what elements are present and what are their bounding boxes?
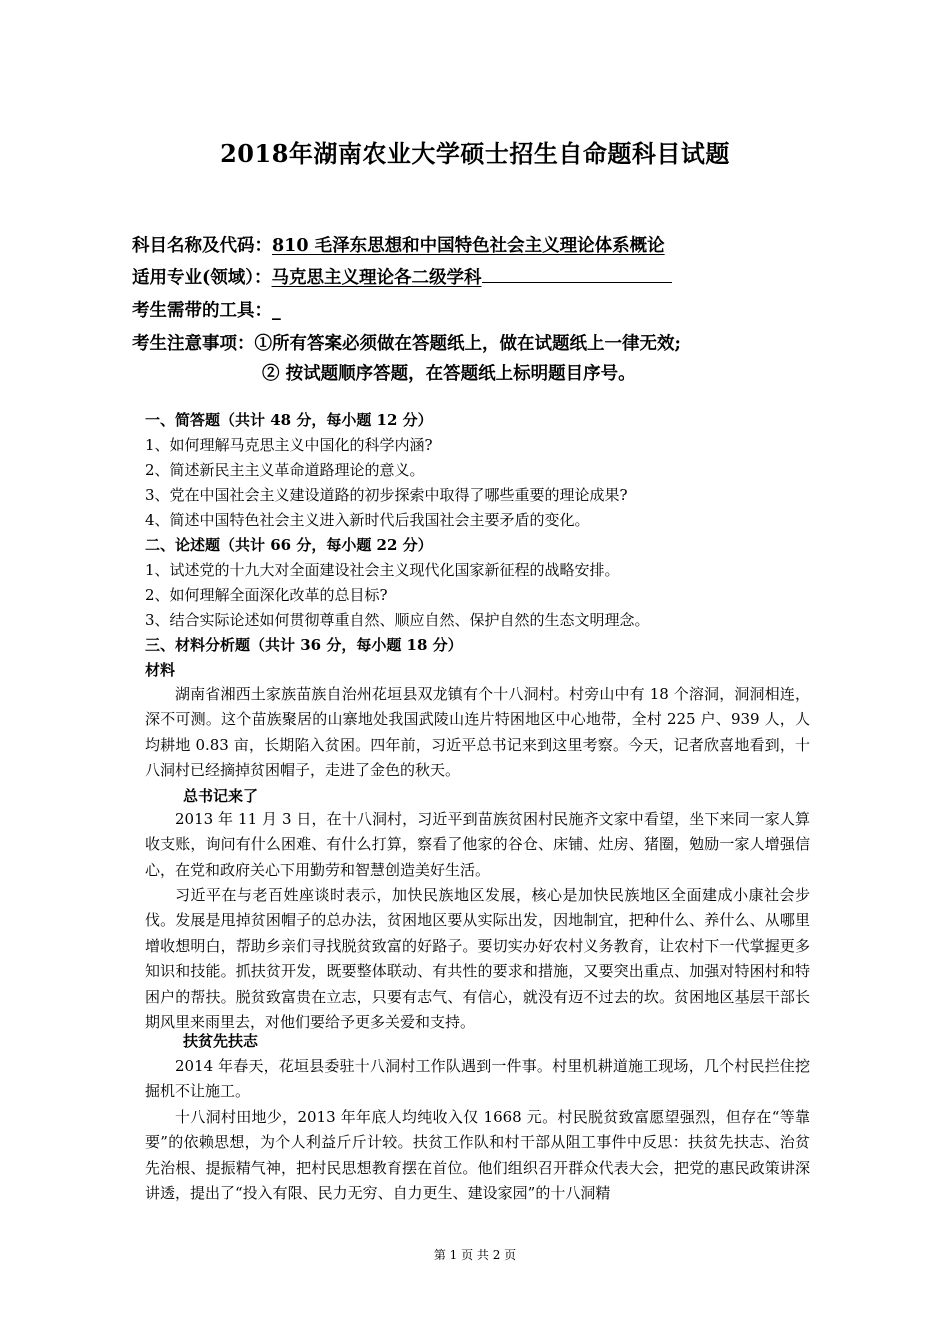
- material-paragraph-5: 十八洞村田地少，2013 年年底人均纯收入仅 1668 元。村民脱贫致富愿望强烈，但存在“等靠要”的依赖思想，为个人利益斤斤计较。扶贫工作队和村干部从阻工事件中反思：扶贫先扶志、治贫先治根、提振精气神，把村民思想教育摆在首位。他们组织召开群众代表大会，把党的惠民政策讲深讲透，提出了“投入有限、民力无穷、自力更生、建设家园”的十八洞精: [145, 1108, 810, 1203]
- notes-line: [132, 330, 681, 355]
- notes-label: 考生注意事项：: [132, 334, 255, 354]
- subject-value: 810 毛泽东思想和中国特色社会主义理论体系概论: [272, 236, 665, 256]
- subheading-poverty: 扶贫先扶志: [183, 1032, 259, 1050]
- tools-label: 考生需带的工具：: [132, 301, 272, 321]
- section1-item: 3、党在中国社会主义建设道路的初步探索中取得了哪些重要的理论成果?: [145, 486, 628, 504]
- section1-heading: 一、简答题（共计 48 分，每小题 12 分）: [145, 411, 433, 429]
- subject-line: [132, 232, 665, 257]
- section3-heading: 三、材料分析题（共计 36 分，每小题 18 分）: [145, 636, 463, 654]
- material-label: 材料: [145, 661, 176, 679]
- note-2: ② 按试题顺序答题，在答题纸上标明题目序号。: [262, 364, 636, 384]
- section2-item: 1、试述党的十九大对全面建设社会主义现代化国家新征程的战略安排。: [145, 561, 620, 579]
- major-label: 适用专业(领域）：: [132, 268, 272, 288]
- tools-line: [132, 297, 281, 322]
- note-1: ①所有答案必须做在答题纸上，做在试题纸上一律无效;: [254, 334, 681, 354]
- section2-heading: 二、论述题（共计 66 分，每小题 22 分）: [145, 536, 433, 554]
- page-footer: 第 1 页 共 2 页: [433, 1248, 517, 1262]
- major-fill-line: [482, 264, 672, 283]
- subject-label: 科目名称及代码：: [132, 236, 272, 256]
- tools-value: _: [272, 301, 281, 321]
- material-paragraph-3: 习近平在与老百姓座谈时表示，加快民族地区发展，核心是加快民族地区全面建成小康社会步伐。发展是甩掉贫困帽子的总办法，贫困地区要从实际出发，因地制宜，把种什么、养什么、从哪里增收想明白，帮助乡亲们寻找脱贫致富的好路子。要切实办好农村义务教育，让农村下一代掌握更多知识和技能。抓扶贫开发，既要整体联动、有共性的要求和措施，又要突出重点、加强对特困村和特困户的帮扶。脱贫致富贵在立志，只要有志气、有信心，就没有迈不过去的坎。贫困地区基层干部长期风里来雨里去，对他们要给予更多关爱和支持。: [145, 886, 810, 1032]
- material-paragraph-2: 2013 年 11 月 3 日，在十八洞村，习近平到苗族贫困村民施齐文家中看望，坐下来同一家人算收支账，询问有什么困难、有什么打算，察看了他家的谷仓、床铺、灶房、猪圈，勉励一家人增强信心，在党和政府关心下用勤劳和智慧创造美好生活。: [145, 810, 810, 879]
- section2-item: 2、如何理解全面深化改革的总目标?: [145, 586, 388, 604]
- material-paragraph-1: 湖南省湘西土家族苗族自治州花垣县双龙镇有个十八洞村。村旁山中有 18 个溶洞，洞洞相连，深不可测。这个苗族聚居的山寨地处我国武陵山连片特困地区中心地带，全村 225 户、939 人，人均耕地 0.83 亩，长期陷入贫困。四年前，习近平总书记来到这里考察。今天，记者欣喜地看到，十八洞村已经摘掉贫困帽子，走进了金色的秋天。: [145, 685, 810, 780]
- page-title: 2018年湖南农业大学硕士招生自命题科目试题: [220, 139, 730, 168]
- material-paragraph-4: 2014 年春天，花垣县委驻十八洞村工作队遇到一件事。村里机耕道施工现场，几个村民拦住挖掘机不让施工。: [145, 1057, 810, 1101]
- section1-item: 4、简述中国特色社会主义进入新时代后我国社会主要矛盾的变化。: [145, 511, 590, 529]
- section1-item: 1、如何理解马克思主义中国化的科学内涵?: [145, 436, 433, 454]
- subheading-general-secretary: 总书记来了: [183, 787, 259, 805]
- section2-item: 3、结合实际论述如何贯彻尊重自然、顺应自然、保护自然的生态文明理念。: [145, 611, 650, 629]
- major-line: [132, 264, 672, 289]
- major-value: 马克思主义理论各二级学科: [271, 268, 482, 288]
- section1-item: 2、简述新民主主义革命道路理论的意义。: [145, 461, 425, 479]
